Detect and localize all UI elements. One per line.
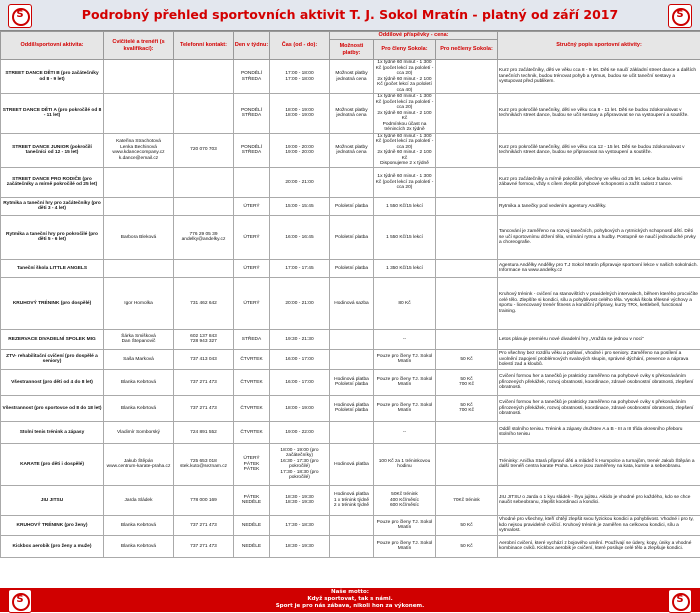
- table-row: [1, 94, 700, 134]
- description-cell: Kurz pro pokročilé tanečníky, děti ve věku cca 8 - 11 let. Děti se budou zdokonalovat v technikách street dance, budou se učit sestavy a připravovat se na vystoupení a soutěže.: [498, 94, 700, 134]
- time-cell: 17:30 - 18:30: [270, 515, 330, 535]
- payment-cell: Pololetní platba: [330, 259, 374, 277]
- day-cell: [234, 167, 270, 197]
- time-cell: 20:00 - 21:00: [270, 167, 330, 197]
- sokol-logo-icon: S: [668, 4, 692, 28]
- table-row: [1, 215, 700, 259]
- time-cell: 16:00 - 17:00: [270, 349, 330, 369]
- trainer-cell: Blanka Kebrtová: [104, 369, 174, 395]
- payment-cell: [330, 515, 374, 535]
- payment-cell: Hodinová sazba: [330, 277, 374, 329]
- table-row: [1, 515, 700, 535]
- time-cell: 15:00 - 15:45: [270, 197, 330, 215]
- nonmember-fee-cell: [436, 60, 498, 94]
- description-cell: Kruhový trénink - cvičení na stanovištích v pravidelných intervalech, během kterého procvičíte celé tělo. Zlepšíte si kondici, sílu a pohyblivost celého těla. Vysoká škola tělesné výchovy a sportu - licencovaný trenér fitness a kondiční přípravy, kurzy TRX, kettlebell, functional training.: [498, 277, 700, 329]
- phone-cell: [174, 167, 234, 197]
- table-row: [1, 421, 700, 443]
- member-fee-cell: 1x týdně 60 minut - 1 300 Kč (počet lekcí za pololetí - cca 20) 2x týdně 60 minut - 2 100 Kč Disponujeme 2 x týdně: [374, 133, 436, 167]
- description-cell: Cvičení formou her a tanečků je prakticky zaměřeno na pohybové cviky s překonáváním přirozených překážek, rozvoj obratnosti, koordinace, zdravé osobnostní obratnosti, zlepšení obratnosti.: [498, 369, 700, 395]
- trainer-cell: Igor Homolka: [104, 277, 174, 329]
- activity-cell: Stolní tenis trénink a zápasy: [1, 421, 104, 443]
- page-title: Podrobný přehled sportovních aktivit T. J. Sokol Mratín - platný od září 2017: [38, 7, 662, 22]
- sokol-logo-icon: S: [8, 589, 32, 613]
- header-time: Čas (od - do):: [270, 32, 330, 60]
- time-cell: 20:00 - 21:00: [270, 277, 330, 329]
- description-cell: Tréninky: Anička Stará připraví děti a mládež k Humpolce a turnajům, trenér Jakub Štěpán a další trenéři centra karate Praha. Lekce jsou zaměřeny na kata, kumite a sebeobranu.: [498, 443, 700, 485]
- phone-cell: [174, 259, 234, 277]
- day-cell: ÚTERÝ: [234, 277, 270, 329]
- description-cell: Cvičení formou her a tanečků je prakticky zaměřeno na pohybové cviky s překonáváním přirozených překážek, rozvoj obratnosti, koordinace, zdravé osobnostní obratnosti, zlepšení obratnosti.: [498, 395, 700, 421]
- phone-cell: 731 462 642: [174, 277, 234, 329]
- header-trainer: Cvičitelé a trenéři (s kvalifikací):: [104, 32, 174, 60]
- trainer-cell: Kateřina Strachotová Lenka Bechinová www.kdancecompany.cz k.dance@email.cz: [104, 133, 174, 167]
- trainer-cell: [104, 94, 174, 134]
- motto-label: Naše motto:: [60, 589, 640, 596]
- description-cell: Rytmika a tanečky pod vedením agentury Andělky.: [498, 197, 700, 215]
- member-fee-cell: 1x týdně 60 minut - 1 300 Kč (počet lekcí za pololetí - cca 20): [374, 167, 436, 197]
- footer-motto: [0, 588, 700, 612]
- payment-cell: Pololetní platba: [330, 215, 374, 259]
- table-row: [1, 329, 700, 349]
- description-cell: JIU JITSU o Jarda o 1 kyu sládek - lhyu jujitsu. Aikido je vhodné pro každého, kdo se chce naučit sebeobranu, zlepšit koordinaci a kondici.: [498, 485, 700, 515]
- payment-cell: [330, 329, 374, 349]
- activity-cell: JIU JITSU: [1, 485, 104, 515]
- header-fees: Oddílové příspěvky - cena:: [330, 32, 498, 40]
- payment-cell: [330, 167, 374, 197]
- description-cell: Aerobní cvičení, které vychází z bojového umění. Používají se údery, kopy, úniky a vhodné kombinace cviků. Kickbox aerobik je cvičení, které posiluje celé tělo a zlepšuje kondici.: [498, 535, 700, 557]
- table-row: [1, 197, 700, 215]
- nonmember-fee-cell: 70Kč trénink: [436, 485, 498, 515]
- header-members: Pro členy Sokola:: [374, 40, 436, 60]
- member-fee-cell: 50Kč trénink 400 Kč/měsíc 600 Kč/měsíc: [374, 485, 436, 515]
- payment-cell: [330, 349, 374, 369]
- day-cell: NEDĚLE: [234, 515, 270, 535]
- sokol-logo-icon: S: [8, 4, 32, 28]
- day-cell: ÚTERÝ: [234, 197, 270, 215]
- nonmember-fee-cell: [436, 329, 498, 349]
- table-row: [1, 60, 700, 94]
- nonmember-fee-cell: 50 Kč 700 Kč: [436, 369, 498, 395]
- title-bar: [0, 0, 700, 31]
- table-row: [1, 167, 700, 197]
- trainer-cell: Blanka Kebrtová: [104, 515, 174, 535]
- time-cell: 19:00 - 22:00: [270, 421, 330, 443]
- activity-cell: KRUHOVÝ TRÉNINK (pro ženy): [1, 515, 104, 535]
- trainer-cell: Jakub Štěpán www.centrum-karate-praha.cz: [104, 443, 174, 485]
- header-nonmembers: Pro nečleny Sokola:: [436, 40, 498, 60]
- description-cell: Kurz pro začátečníky, děti ve věku cca 8 - 9 let. Děti se naučí základní street dance a dalších tanečních technik, budou trénovat pohyb a rytmus, budou se učit taneční sestavy a vystupovat před publikem.: [498, 60, 700, 94]
- table-row: [1, 485, 700, 515]
- member-fee-cell: 100 Kč za 1 tréninkovou hodinu: [374, 443, 436, 485]
- description-cell: Kurz pro pokročilé tanečníky, děti ve věku cca 12 - 15 let. Děti se budou zdokonalovat v technikách street dance, budou se připravovat na vystoupení a soutěže.: [498, 133, 700, 167]
- member-fee-cell: Pouze pro členy TJ. Sokol Mratín: [374, 349, 436, 369]
- member-fee-cell: Pouze pro členy TJ. Sokol Mratín: [374, 515, 436, 535]
- nonmember-fee-cell: [436, 259, 498, 277]
- table-row: [1, 259, 700, 277]
- payment-cell: Hodinová platba 1 x trénink týdně 2 x trénink týdně: [330, 485, 374, 515]
- day-cell: ČTVRTEK: [234, 349, 270, 369]
- activity-cell: STREET DANCE JUNIOR (pokročilí tanečníci od 12 - 15 let): [1, 133, 104, 167]
- description-cell: Letos plánuje premiéru nové divadelní hry „Vražda se jednou v noci": [498, 329, 700, 349]
- activity-cell: KRUHOVÝ TRÉNINK (pro dospělé): [1, 277, 104, 329]
- nonmember-fee-cell: [436, 443, 498, 485]
- payment-cell: [330, 421, 374, 443]
- phone-cell: 737 413 043: [174, 349, 234, 369]
- phone-cell: 776 29 05 39 andelky@andelky.cz: [174, 215, 234, 259]
- table-row: [1, 443, 700, 485]
- day-cell: ČTVRTEK: [234, 421, 270, 443]
- member-fee-cell: 1 550 Kč/15 lekcí: [374, 215, 436, 259]
- activity-cell: ZTV- rehabilitační cvičení (pro dospělé a seniory): [1, 349, 104, 369]
- time-cell: 18:00 - 19:00: [270, 395, 330, 421]
- member-fee-cell: --: [374, 421, 436, 443]
- nonmember-fee-cell: 50 Kč 700 Kč: [436, 395, 498, 421]
- activity-cell: STREET DANCE DĚTI B (pro začátečníky od 8 - 9 let): [1, 60, 104, 94]
- table-row: [1, 349, 700, 369]
- activity-cell: Všestrannost (pro sportovce od 8 do 18 let): [1, 395, 104, 421]
- activity-cell: Rytmika a taneční hry pro pokročilé (pro děti 5 - 6 let): [1, 215, 104, 259]
- day-cell: ÚTERÝ: [234, 259, 270, 277]
- day-cell: PONDĚLÍ STŘEDA: [234, 94, 270, 134]
- phone-cell: [174, 197, 234, 215]
- member-fee-cell: --: [374, 329, 436, 349]
- payment-cell: Možnost platby jednotná cena: [330, 133, 374, 167]
- time-cell: 18:30 - 19:30: [270, 535, 330, 557]
- phone-cell: 778 000 169: [174, 485, 234, 515]
- trainer-cell: Šárka Smišková Dan Štepanovič: [104, 329, 174, 349]
- motto-line: Sport je pro nás zábava, nikoli hon za výkonem.: [60, 603, 640, 610]
- day-cell: NEDĚLE: [234, 535, 270, 557]
- table-row: [1, 369, 700, 395]
- description-cell: Tancování je zaměřeno na rozvoj tanečních, pohybových a rytmických schopností dětí. Děti se učí sportovnímu držení těla, vnímání rytmu a hudby. Postupně se naučí jednoduché prvky a choreografie.: [498, 215, 700, 259]
- day-cell: ÚTERÝ: [234, 215, 270, 259]
- trainer-cell: [104, 197, 174, 215]
- member-fee-cell: Pouze pro členy TJ. Sokol Mratín: [374, 395, 436, 421]
- description-cell: Oddíl stolního tenisu. Trénink a zápasy družstev A a B - III a III třída okresního přeboru stolního tenisu: [498, 421, 700, 443]
- motto-line: Když sportovat, tak s námi.: [60, 596, 640, 603]
- schedule-table: [0, 31, 700, 558]
- trainer-cell: [104, 167, 174, 197]
- header-phone: Telefonní kontakt:: [174, 32, 234, 60]
- trainer-cell: Blanka Kebrtová: [104, 395, 174, 421]
- day-cell: PÁTEK NEDĚLE: [234, 485, 270, 515]
- table-row: [1, 133, 700, 167]
- payment-cell: Hodinová platba Pololetní platba: [330, 395, 374, 421]
- member-fee-cell: 1 350 Kč/15 lekcí: [374, 259, 436, 277]
- member-fee-cell: 1x týdně 60 minut - 1 300 Kč (počet lekcí za pololetí - cca 20) 2x týdně 60 minut - 2 100 Kč Podmínkou účast na trénincích 2x týdně: [374, 94, 436, 134]
- header-description: Stručný popis sportovní aktivity:: [498, 32, 700, 60]
- time-cell: 16:00 - 16:45: [270, 215, 330, 259]
- nonmember-fee-cell: [436, 215, 498, 259]
- header-day: Den v týdnu:: [234, 32, 270, 60]
- phone-cell: [174, 94, 234, 134]
- payment-cell: Hodinová platba: [330, 443, 374, 485]
- nonmember-fee-cell: [436, 277, 498, 329]
- activity-cell: STREET DANCE PRO RODIČE (pro začátečníky a mírně pokročilé od 25 let): [1, 167, 104, 197]
- payment-cell: Hodinová platba Pololetní platba: [330, 369, 374, 395]
- time-cell: 18:30 - 19:30 18:30 - 19:30: [270, 485, 330, 515]
- nonmember-fee-cell: 50 Kč: [436, 349, 498, 369]
- nonmember-fee-cell: [436, 167, 498, 197]
- trainer-cell: [104, 60, 174, 94]
- day-cell: ČTVRTEK: [234, 369, 270, 395]
- activity-cell: Všestrannost (pro děti od 4 do 8 let): [1, 369, 104, 395]
- table-row: [1, 277, 700, 329]
- sokol-logo-icon: S: [668, 589, 692, 613]
- time-cell: 17:00 - 18:00 17:00 - 18:00: [270, 60, 330, 94]
- time-cell: 16:00 - 17:00: [270, 369, 330, 395]
- time-cell: 18:00 - 19:00 (pro začátečníky) 16:30 - 17:30 (pro pokročilé) 17:30 - 18:30 (pro pokročilé): [270, 443, 330, 485]
- time-cell: 19:30 - 21:30: [270, 329, 330, 349]
- phone-cell: 737 271 473: [174, 535, 234, 557]
- member-fee-cell: 1 550 Kč/15 lekcí: [374, 197, 436, 215]
- nonmember-fee-cell: [436, 94, 498, 134]
- activity-cell: KARATE (pro děti i dospělé): [1, 443, 104, 485]
- description-cell: Kurz pro začátečníky a mírně pokročilé, všechny ve věku od 25 let. Lekce budou velmi zábavné formou, vždy s cílem zlepšit pohybové schopnosti a zažít radost z tance.: [498, 167, 700, 197]
- trainer-cell: Saša Marková: [104, 349, 174, 369]
- table-row: [1, 395, 700, 421]
- nonmember-fee-cell: [436, 133, 498, 167]
- trainer-cell: Blanka Kebrtová: [104, 535, 174, 557]
- header-payment: Možnosti platby:: [330, 40, 374, 60]
- description-cell: Agentura Andělky Andělky pro T.J Sokol Mratín připravuje sportovní lekce v našich sokolnách. Informace na www.andelky.cz: [498, 259, 700, 277]
- time-cell: 19:00 - 20:00 19:00 - 20:00: [270, 133, 330, 167]
- phone-cell: 737 271 473: [174, 515, 234, 535]
- phone-cell: 737 271 473: [174, 395, 234, 421]
- description-cell: Pro všechny bez rozdílu věku a pohlaví, vhodné i pro seniory. Zaměřeno na posílení a uvolnění zapojení problémových svalových skupin, správné dýchání, prevence a náprava bolestí zad a kloubů.: [498, 349, 700, 369]
- activity-cell: Kickbox aerobik (pro ženy a muže): [1, 535, 104, 557]
- description-cell: Vhodné pro všechny, kteří chtějí zlepšit svou fyzickou kondici a pohyblivost. Vhodné i pro ty, kdo nejsou pravidelně cvičící. Kruhový trénink je zaměřen na celkovou kondici, sílu a vytrvalost.: [498, 515, 700, 535]
- phone-cell: 724 891 552: [174, 421, 234, 443]
- phone-cell: 720 070 703: [174, 133, 234, 167]
- activity-cell: REZERVACE DIVADELNÍ SPOLEK MIG: [1, 329, 104, 349]
- nonmember-fee-cell: 50 Kč: [436, 515, 498, 535]
- nonmember-fee-cell: [436, 197, 498, 215]
- day-cell: PONDĚLÍ STŘEDA: [234, 133, 270, 167]
- phone-cell: [174, 60, 234, 94]
- phone-cell: 737 271 473: [174, 369, 234, 395]
- payment-cell: [330, 535, 374, 557]
- day-cell: PONDĚLÍ STŘEDA: [234, 60, 270, 94]
- member-fee-cell: 1x týdně 60 minut - 1 300 Kč (počet lekcí za pololetí - cca 20) 2x týdně 60 minut - 2 100 Kč (počet lekcí za pololetí cca 40): [374, 60, 436, 94]
- member-fee-cell: Pouze pro členy TJ. Sokol Mratín: [374, 535, 436, 557]
- member-fee-cell: Pouze pro členy TJ. Sokol Mratín: [374, 369, 436, 395]
- activity-cell: STREET DANCE DĚTI A (pro pokročilé od 8 - 11 let): [1, 94, 104, 134]
- phone-cell: 602 137 843 728 943 327: [174, 329, 234, 349]
- trainer-cell: [104, 259, 174, 277]
- table-row: [1, 535, 700, 557]
- time-cell: 17:00 - 17:45: [270, 259, 330, 277]
- trainer-cell: Vladimír Somborský: [104, 421, 174, 443]
- nonmember-fee-cell: 50 Kč: [436, 535, 498, 557]
- time-cell: 18:00 - 19:00 18:00 - 19:00: [270, 94, 330, 134]
- activity-cell: Taneční škola LITTLE ANGELS: [1, 259, 104, 277]
- trainer-cell: Barbora Bleková: [104, 215, 174, 259]
- trainer-cell: Jarda Sládek: [104, 485, 174, 515]
- header-activity: Oddíl/sportovní aktivita:: [1, 32, 104, 60]
- phone-cell: 725 653 018 stek.kuto@seznam.cz: [174, 443, 234, 485]
- day-cell: ČTVRTEK: [234, 395, 270, 421]
- payment-cell: Pololetní platba: [330, 197, 374, 215]
- member-fee-cell: 80 Kč: [374, 277, 436, 329]
- day-cell: ÚTERÝ PÁTEK PÁTEK: [234, 443, 270, 485]
- payment-cell: Možnost platby jednotná cena: [330, 94, 374, 134]
- activity-cell: Rytmika a taneční hry pro začátečníky (pro děti 3 - 4 let): [1, 197, 104, 215]
- day-cell: STŘEDA: [234, 329, 270, 349]
- nonmember-fee-cell: [436, 421, 498, 443]
- payment-cell: Možnost platby jednotná cena: [330, 60, 374, 94]
